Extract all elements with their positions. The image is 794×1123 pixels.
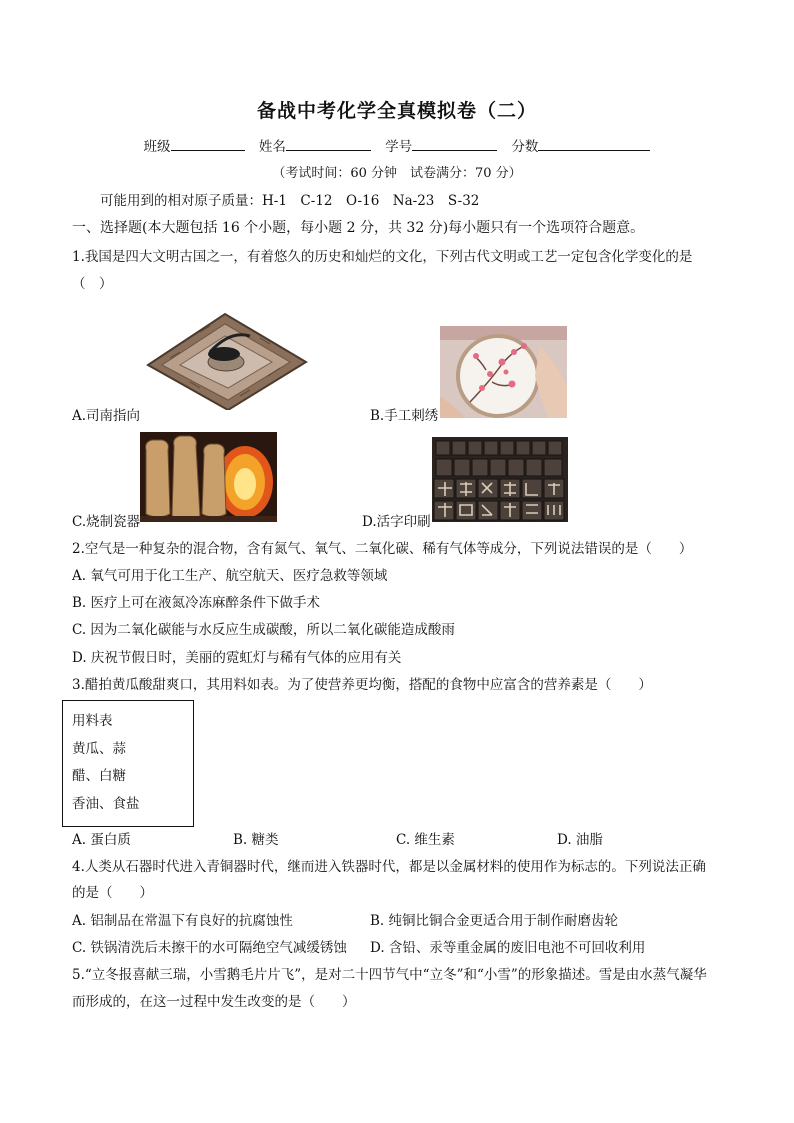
q1-option-b[interactable]: B.手工刺绣: [370, 408, 439, 424]
q1-text-line2: （ ）: [72, 276, 113, 292]
q3-option-c[interactable]: C. 维生素: [396, 832, 455, 848]
q3-option-a[interactable]: A. 蛋白质: [72, 832, 131, 848]
class-label: 班级: [143, 139, 171, 155]
q2-option-a[interactable]: A. 氧气可用于化工生产、航空航天、医疗急救等领域: [72, 568, 388, 584]
recipe-row: 黄瓜、蒜: [72, 741, 126, 757]
name-blank[interactable]: [286, 136, 371, 151]
atomic-mass-line: 可能用到的相对原子质量：H-1 C-12 O-16 Na-23 S-32: [100, 193, 480, 209]
class-blank[interactable]: [171, 136, 245, 151]
q4-text-line2: 的是（ ）: [72, 885, 153, 901]
q4-options-row1: [72, 909, 732, 929]
q2-text: 2.空气是一种复杂的混合物，含有氮气、氧气、二氧化碳、稀有气体等成分，下列说法错误的是（ ）: [72, 541, 693, 557]
compass-sinan-image: [140, 310, 310, 410]
recipe-table: [62, 700, 194, 827]
score-blank[interactable]: [538, 136, 650, 151]
q5-text-line1: 5.“立冬报喜献三瑞，小雪鹅毛片片飞”，是对二十四节气中“立冬”和“小雪”的形象描述。雪是由水蒸气凝华: [72, 967, 707, 983]
q2-option-c[interactable]: C. 因为二氧化碳能与水反应生成碳酸，所以二氧化碳能造成酸雨: [72, 622, 455, 638]
id-label: 学号: [385, 139, 413, 155]
q4-option-a[interactable]: A. 铝制品在常温下有良好的抗腐蚀性: [72, 913, 293, 929]
q4-option-d[interactable]: D. 含铅、汞等重金属的废旧电池不可回收利用: [370, 940, 646, 956]
embroidery-image: [440, 326, 567, 418]
q2-option-b[interactable]: B. 医疗上可在液氮冷冻麻醉条件下做手术: [72, 595, 321, 611]
section-heading: 一、选择题(本大题包括 16 个小题，每小题 2 分，共 32 分)每小题只有一个选项符合题意。: [72, 220, 645, 236]
student-info-line: [0, 135, 794, 155]
q3-option-b[interactable]: B. 糖类: [233, 832, 279, 848]
q5-text-line2: 而形成的，在这一过程中发生改变的是（ ）: [72, 994, 356, 1010]
q1-text-line1: 1.我国是四大文明古国之一，有着悠久的历史和灿烂的文化，下列古代文明或工艺一定包含化学变化的是: [72, 249, 693, 265]
q1-option-a[interactable]: A.司南指向: [72, 408, 141, 424]
q4-text-line1: 4.人类从石器时代进入青铜器时代，继而进入铁器时代，都是以金属材料的使用作为标志的。下列说法正确: [72, 859, 706, 875]
q3-option-d[interactable]: D. 油脂: [557, 832, 603, 848]
q2-option-d[interactable]: D. 庆祝节假日时，美丽的霓虹灯与稀有气体的应用有关: [72, 650, 402, 666]
q1-option-c[interactable]: C.烧制瓷器: [72, 514, 141, 530]
recipe-table-header: 用料表: [72, 713, 113, 729]
time-info: （考试时间：60 分钟 试卷满分：70 分）: [272, 166, 522, 181]
movable-type-image: [432, 437, 568, 522]
recipe-row: 香油、食盐: [72, 796, 140, 812]
q3-text: 3.醋拍黄瓜酸甜爽口，其用料如表。为了使营养更均衡，搭配的食物中应富含的营养素是（ ）: [72, 677, 652, 693]
id-blank[interactable]: [412, 136, 497, 151]
q4-options-row2: [72, 936, 732, 956]
name-label: 姓名: [258, 139, 286, 155]
score-label: 分数: [511, 139, 539, 155]
q4-option-b[interactable]: B. 纯铜比铜合金更适合用于制作耐磨齿轮: [370, 913, 619, 929]
q4-option-c[interactable]: C. 铁锅清洗后未擦干的水可隔绝空气减缓锈蚀: [72, 940, 347, 956]
kiln-porcelain-image: [140, 432, 277, 522]
recipe-row: 醋、白糖: [72, 768, 126, 784]
q1-option-d[interactable]: D.活字印刷: [362, 514, 431, 530]
exam-title: 备战中考化学全真模拟卷（二）: [256, 100, 537, 122]
